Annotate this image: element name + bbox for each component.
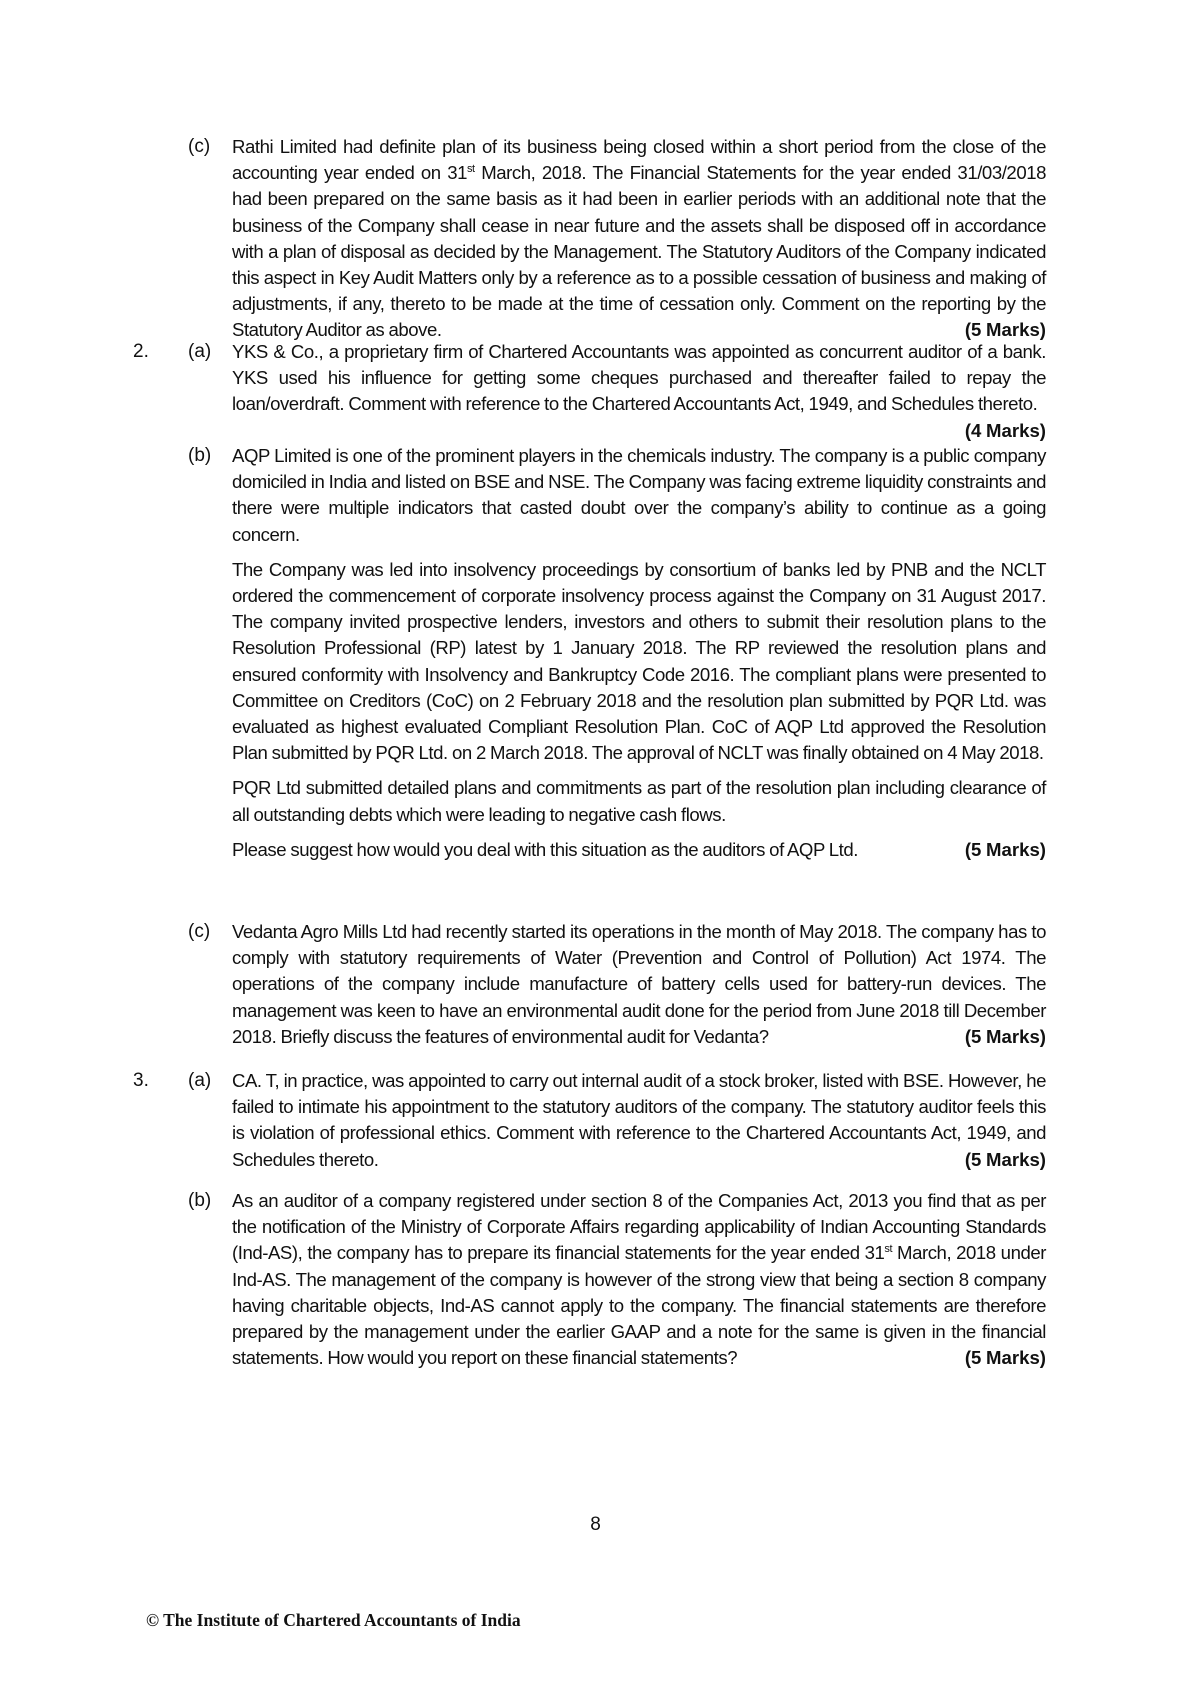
question-text: YKS & Co., a proprietary firm of Chartered Accountants was appointed as concurrent auditor of a bank. YKS used his influence for getting some cheques purchased and thereafter failed to repay the loan/overdraft. Comment with reference to the Chartered Accountants Act, 1949, and Schedules thereto. (4 Marks) <box>232 339 1046 418</box>
sub-label: (c) <box>188 136 211 157</box>
paragraph: The Company was led into insolvency proceedings by consortium of banks led by PNB and the NCLT ordered the commencement of corporate insolvency process against the Company on 31 August 2017. The company invited prospective lenders, investors and others to submit their resolution plans to the Resolution Professional (RP) latest by 1 January 2018. The RP reviewed the resolution plans and ensured conformity with Insolvency and Bankruptcy Code 2016. The compliant plans were presented to Committee on Creditors (CoC) on 2 February 2018 and the resolution plan submitted by PQR Ltd. was evaluated as highest evaluated Compliant Resolution Plan. CoC of AQP Ltd approved the Resolution Plan submitted by PQR Ltd. on 2 March 2018. The approval of NCLT was finally obtained on 4 May 2018. <box>232 558 1046 764</box>
marks: (5 Marks) <box>964 319 1046 341</box>
question-1c <box>146 134 1046 344</box>
question-number: 3. <box>133 1070 149 1091</box>
question-2a <box>133 339 1046 444</box>
paragraph: PQR Ltd submitted detailed plans and commitments as part of the resolution plan including clearance of all outstanding debts which were leading to negative cash flows. <box>232 777 1046 825</box>
question-text: AQP Limited is one of the prominent players in the chemicals industry. The company is a public company domiciled in India and listed on BSE and NSE. The Company was facing extreme liquidity constraints and there were multiple indicators that casted doubt over the company’s ability to continue as a going concern. The Company was led into insolvency proceedings by consortium of banks led by PNB and the NCLT ordered the commencement of corporate insolvency process against the Company on 31 August 2017. The company invited prospective lenders, investors and others to submit their resolution plans to the Resolution Professional (RP) latest by 1 January 2018. The RP reviewed the resolution plans and ensured conformity with Insolvency and Bankruptcy Code 2016. The compliant plans were presented to Committee on Creditors (CoC) on 2 February 2018 and the resolution plan submitted by PQR Ltd. was evaluated as highest evaluated Compliant Resolution Plan. CoC of AQP Ltd approved the Resolution Plan submitted by PQR Ltd. on 2 March 2018. The approval of NCLT was finally obtained on 4 May 2018. PQR Ltd submitted detailed plans and commitments as part of the resolution plan including clearance of all outstanding debts which were leading to negative cash flows. Please suggest how would you deal with this situation as the auditors of AQP Ltd. (5 Marks) <box>232 443 1046 863</box>
question-text: As an auditor of a company registered under section 8 of the Companies Act, 2013 you find that as per the notification of the Ministry of Corporate Affairs regarding applicability of Indian Accounting Standards (Ind-AS), the company has to prepare its financial statements for the year ended 31st March, 2018 under Ind-AS. The management of the company is however of the strong view that being a section 8 company having charitable objects, Ind-AS cannot apply to the company. The financial statements are therefore prepared by the management under the earlier GAAP and a note for the same is given in the financial statements. How would you report on these financial statements? (5 Marks) <box>232 1188 1046 1371</box>
marks: (5 Marks) <box>964 838 1046 860</box>
sub-label: (b) <box>188 445 212 466</box>
question-2b <box>146 443 1046 863</box>
question-3b <box>146 1188 1046 1371</box>
question-2c <box>146 919 1046 1050</box>
marks: (5 Marks) <box>964 1347 1046 1369</box>
paragraph: AQP Limited is one of the prominent players in the chemicals industry. The company is a public company domiciled in India and listed on BSE and NSE. The Company was facing extreme liquidity constraints and there were multiple indicators that casted doubt over the company’s ability to continue as a going concern. <box>232 445 1046 545</box>
sub-label: (b) <box>188 1190 212 1211</box>
marks: (5 Marks) <box>964 1148 1046 1170</box>
sub-label: (c) <box>188 921 211 942</box>
question-text: Rathi Limited had definite plan of its business being closed within a short period from the close of the accounting year ended on 31st March, 2018. The Financial Statements for the year ended 31/03/2018 had been prepared on the same basis as it had been in earlier periods with an additional note that the business of the Company shall cease in near future and the assets shall be disposed off in accordance with a plan of disposal as decided by the Management. The Statutory Auditors of the Company indicated this aspect in Key Audit Matters only by a reference as to a possible cessation of business and making of adjustments, if any, thereto to be made at the time of cessation only. Comment on the reporting by the Statutory Auditor as above. (5 Marks) <box>232 134 1046 344</box>
question-3a <box>133 1068 1046 1173</box>
page-number: 8 <box>590 1514 601 1535</box>
sub-label: (a) <box>188 1070 212 1091</box>
sub-label: (a) <box>188 341 212 362</box>
question-number: 2. <box>133 341 149 362</box>
question-text: CA. T, in practice, was appointed to carry out internal audit of a stock broker, listed with BSE. However, he failed to intimate his appointment to the statutory auditors of the company. The statutory auditor feels this is violation of professional ethics. Comment with reference to the Chartered Accountants Act, 1949, and Schedules thereto. (5 Marks) <box>232 1068 1046 1173</box>
copyright-footer: © The Institute of Chartered Accountants of India <box>146 1610 521 1630</box>
question-text: Vedanta Agro Mills Ltd had recently started its operations in the month of May 2018. The company has to comply with statutory requirements of Water (Prevention and Control of Pollution) Act 1974. The operations of the company include manufacture of battery cells used for battery-run devices. The management was keen to have an environmental audit done for the period from June 2018 till December 2018. Briefly discuss the features of environmental audit for Vedanta? (5 Marks) <box>232 919 1046 1050</box>
marks: (4 Marks) <box>964 419 1046 441</box>
marks: (5 Marks) <box>964 1025 1046 1047</box>
